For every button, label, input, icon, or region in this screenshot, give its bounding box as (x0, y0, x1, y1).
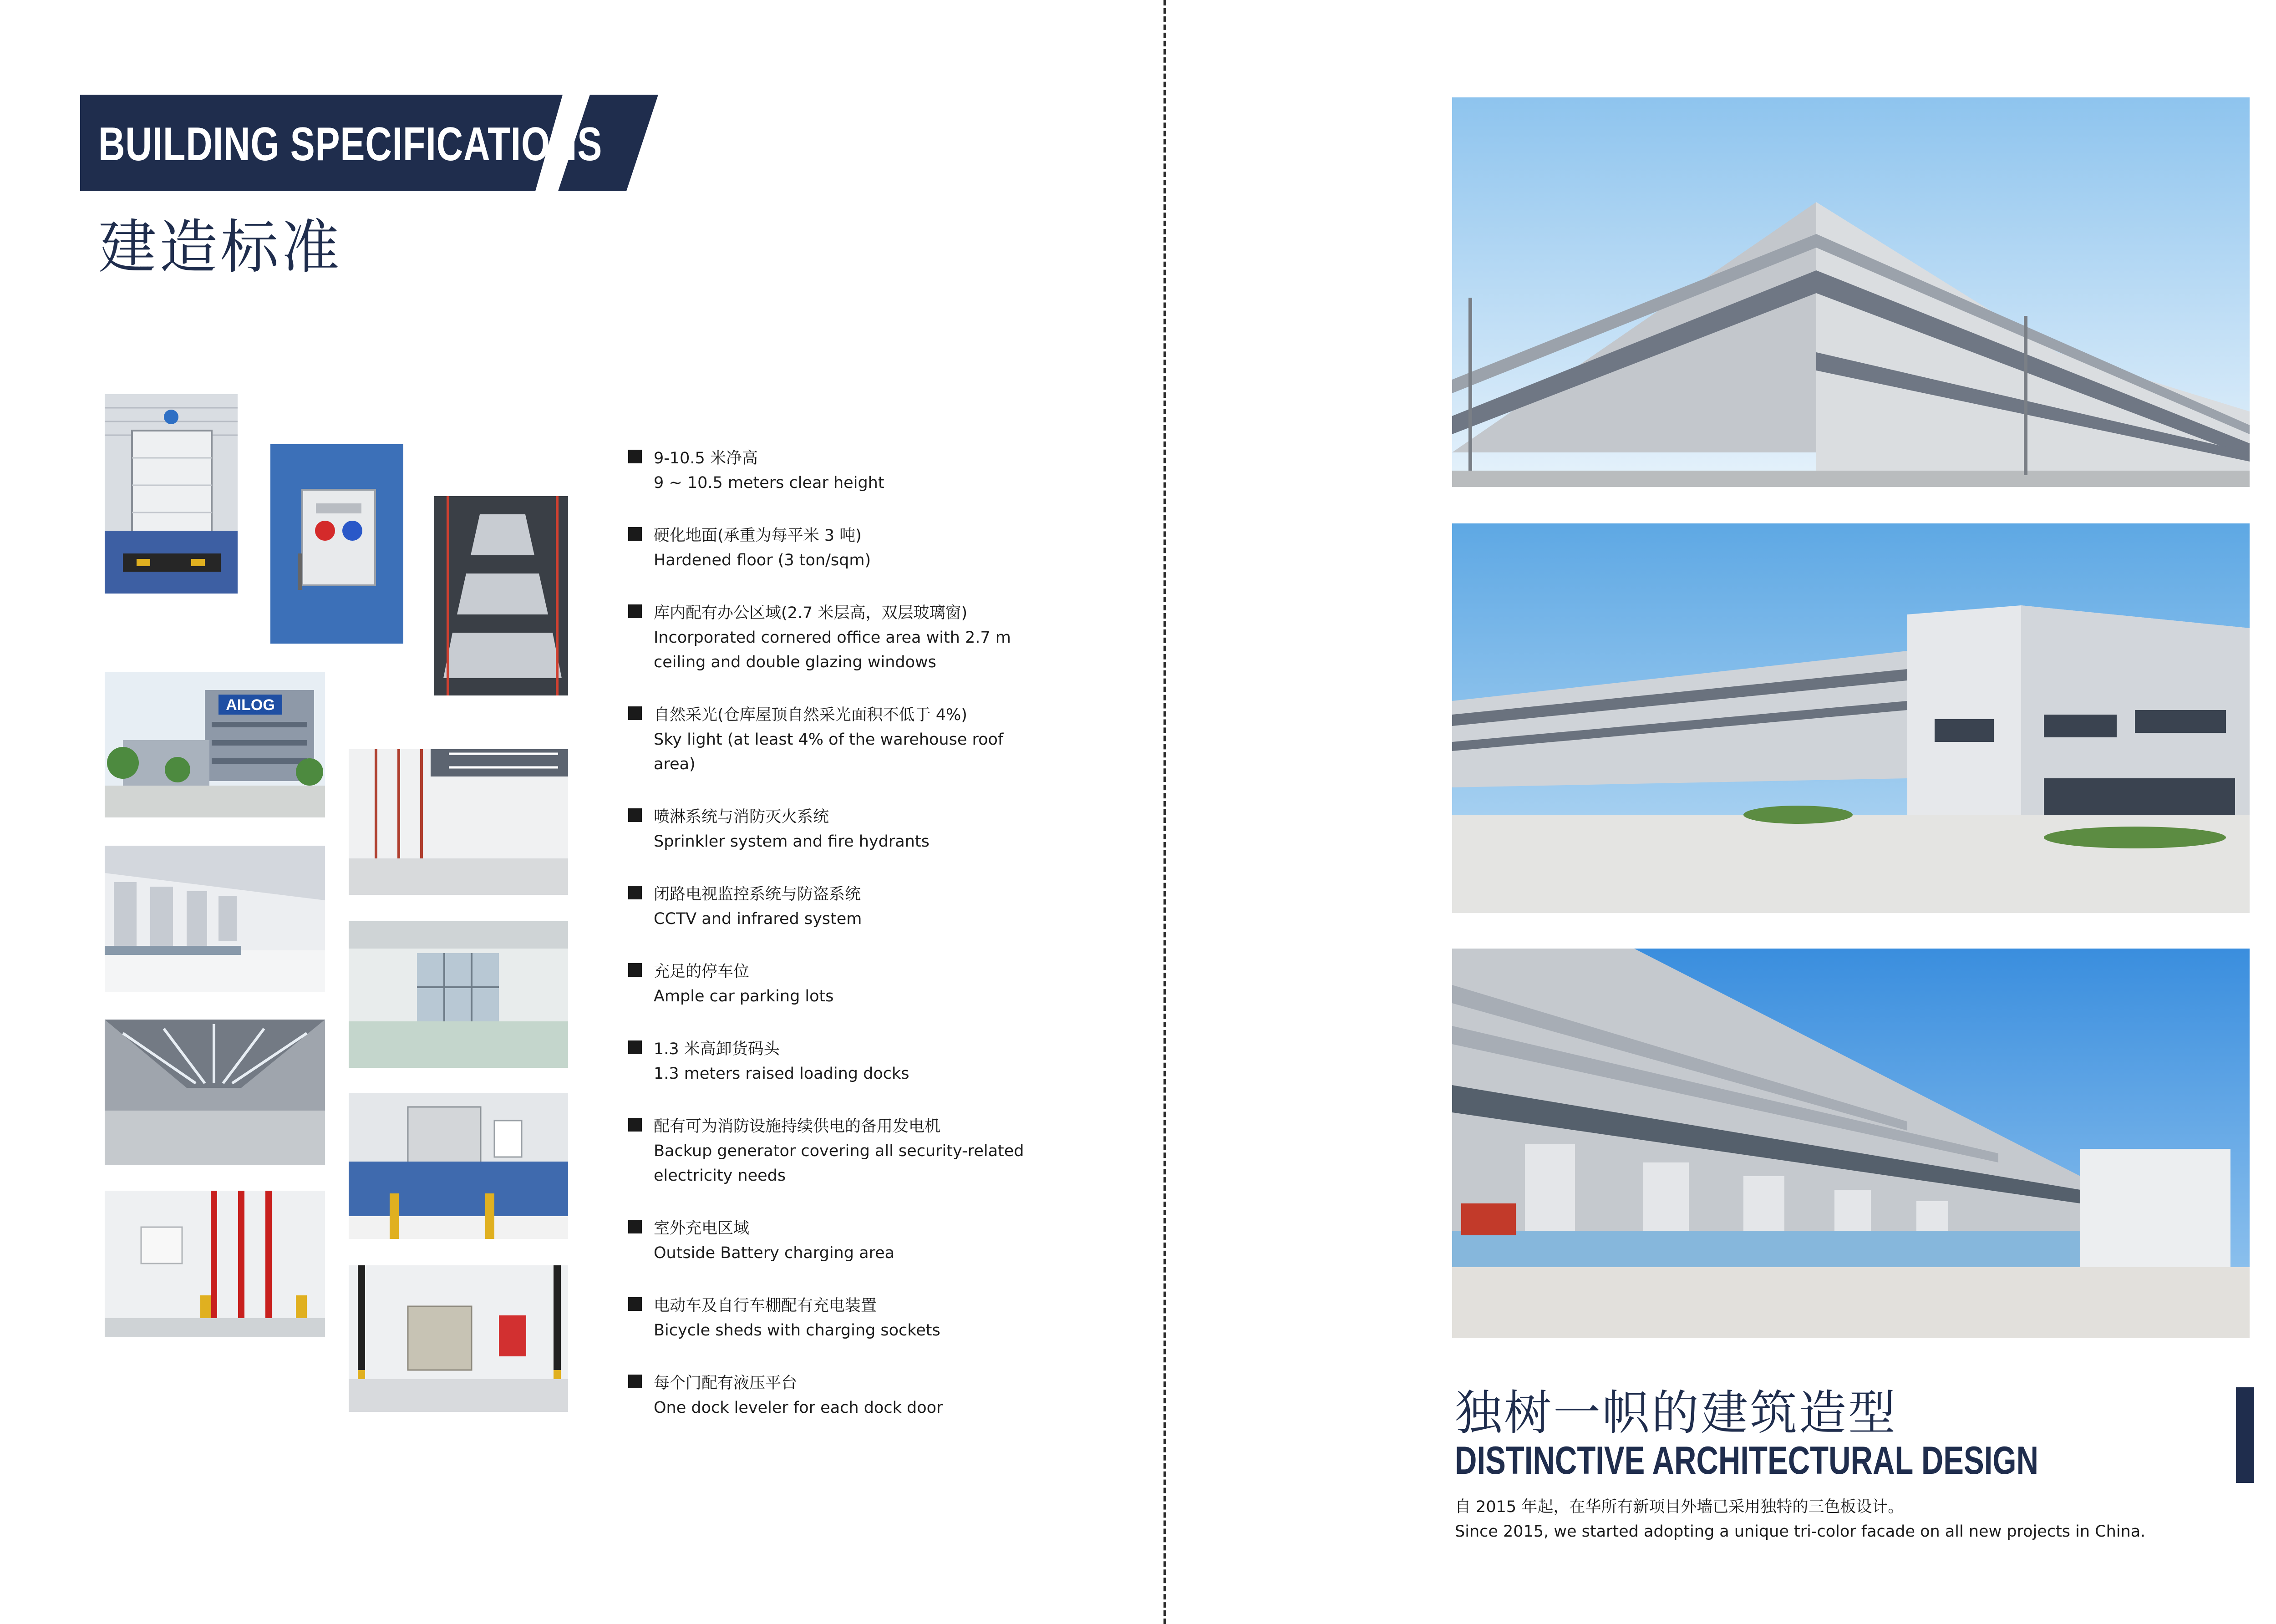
accent-bar (2236, 1387, 2254, 1483)
spec-en: Sprinkler system and fire hydrants (654, 832, 930, 851)
bullet-icon (628, 706, 642, 720)
bullet-icon (628, 604, 642, 618)
spec-en: Backup generator covering all security-related electricity needs (654, 1142, 1024, 1185)
spec-en: 9 ~ 10.5 meters clear height (654, 474, 884, 492)
bullet-icon (628, 808, 642, 822)
spec-en: Ample car parking lots (654, 987, 834, 1005)
spec-item (628, 1371, 1038, 1420)
spec-item (628, 1216, 1038, 1265)
spec-cn: 闭路电视监控系统与防盗系统 (654, 885, 861, 903)
spec-item (628, 1037, 1038, 1086)
photo-electrical-cabinets (349, 1265, 568, 1412)
spec-en: 1.3 meters raised loading docks (654, 1065, 909, 1083)
photo-sprinkler-valves (105, 1191, 325, 1337)
right-title-en: DISTINCTIVE ARCHITECTURAL DESIGN (1455, 1439, 2039, 1482)
spec-item (628, 1294, 1038, 1343)
bullet-icon (628, 1297, 642, 1311)
spec-item (628, 1114, 1038, 1188)
spec-item (628, 959, 1038, 1009)
spec-cn: 每个门配有液压平台 (654, 1374, 798, 1392)
logo-ailog: AILOG (226, 696, 275, 714)
spec-cn: 硬化地面(承重为每平米 3 吨) (654, 527, 862, 545)
photo-mezzanine-office (349, 921, 568, 1068)
spec-item (628, 446, 1038, 495)
spec-en: Sky light (at least 4% of the warehouse roof area) (654, 731, 1004, 773)
spec-en: One dock leveler for each dock door (654, 1399, 943, 1417)
spec-item (628, 805, 1038, 854)
page-divider (1163, 0, 1166, 1624)
bullet-icon (628, 527, 642, 541)
spec-cn: 充足的停车位 (654, 963, 750, 981)
header-title-en: BUILDING SPECIFICATIONS (98, 118, 603, 171)
spec-cn: 电动车及自行车棚配有充电装置 (654, 1297, 877, 1315)
spec-cn: 1.3 米高卸货码头 (654, 1040, 780, 1058)
spec-item (628, 882, 1038, 931)
spec-item (628, 523, 1038, 573)
spec-en: Incorporated cornered office area with 2.7 m ceiling and double glazing windows (654, 629, 1011, 671)
spec-item (628, 703, 1038, 776)
bullet-icon (628, 1118, 642, 1132)
right-desc-en: Since 2015, we started adopting a unique tri-color facade on all new projects in China. (1455, 1522, 2146, 1541)
photo-power-socket-box (270, 444, 403, 644)
bullet-icon (628, 886, 642, 899)
photo-dock-door-interior (349, 1093, 568, 1239)
spec-en: CCTV and infrared system (654, 910, 862, 928)
spec-list (628, 446, 1038, 1448)
right-desc-cn: 自 2015 年起，在华所有新项目外墙已采用独特的三色板设计。 (1455, 1498, 1904, 1516)
spec-cn: 自然采光(仓库屋顶自然采光面积不低于 4%) (654, 706, 967, 724)
photo-dock-door (105, 394, 238, 594)
spec-cn: 配有可为消防设施持续供电的备用发电机 (654, 1117, 941, 1136)
bullet-icon (628, 1375, 642, 1388)
bullet-icon (628, 963, 642, 977)
photo-warehouse-office-block (1452, 523, 2250, 913)
header-title-cn: 建造标准 (98, 213, 343, 281)
right-title-cn: 独树一帜的建筑造型 (1455, 1385, 1898, 1441)
spec-item (628, 601, 1038, 675)
spec-cn: 9-10.5 米净高 (654, 449, 758, 467)
photo-tricolor-facade-corner (1452, 97, 2250, 487)
spec-en: Hardened floor (3 ton/sqm) (654, 551, 871, 569)
photo-loading-docks-exterior (1452, 949, 2250, 1338)
bullet-icon (628, 1040, 642, 1054)
right-description (1455, 1495, 2145, 1544)
spec-en: Bicycle sheds with charging sockets (654, 1321, 940, 1340)
photo-loading-dock-interior (105, 846, 325, 992)
photo-office-exterior (105, 672, 325, 817)
bullet-icon (628, 450, 642, 463)
photo-skylight-roof (434, 496, 568, 695)
spec-cn: 室外充电区域 (654, 1219, 750, 1238)
spec-cn: 库内配有办公区域(2.7 米层高，双层玻璃窗) (654, 604, 968, 622)
photo-warehouse-racks (349, 749, 568, 895)
bullet-icon (628, 1220, 642, 1233)
photo-warehouse-interior (105, 1020, 325, 1165)
spec-en: Outside Battery charging area (654, 1244, 895, 1262)
spec-cn: 喷淋系统与消防灭火系统 (654, 808, 829, 826)
